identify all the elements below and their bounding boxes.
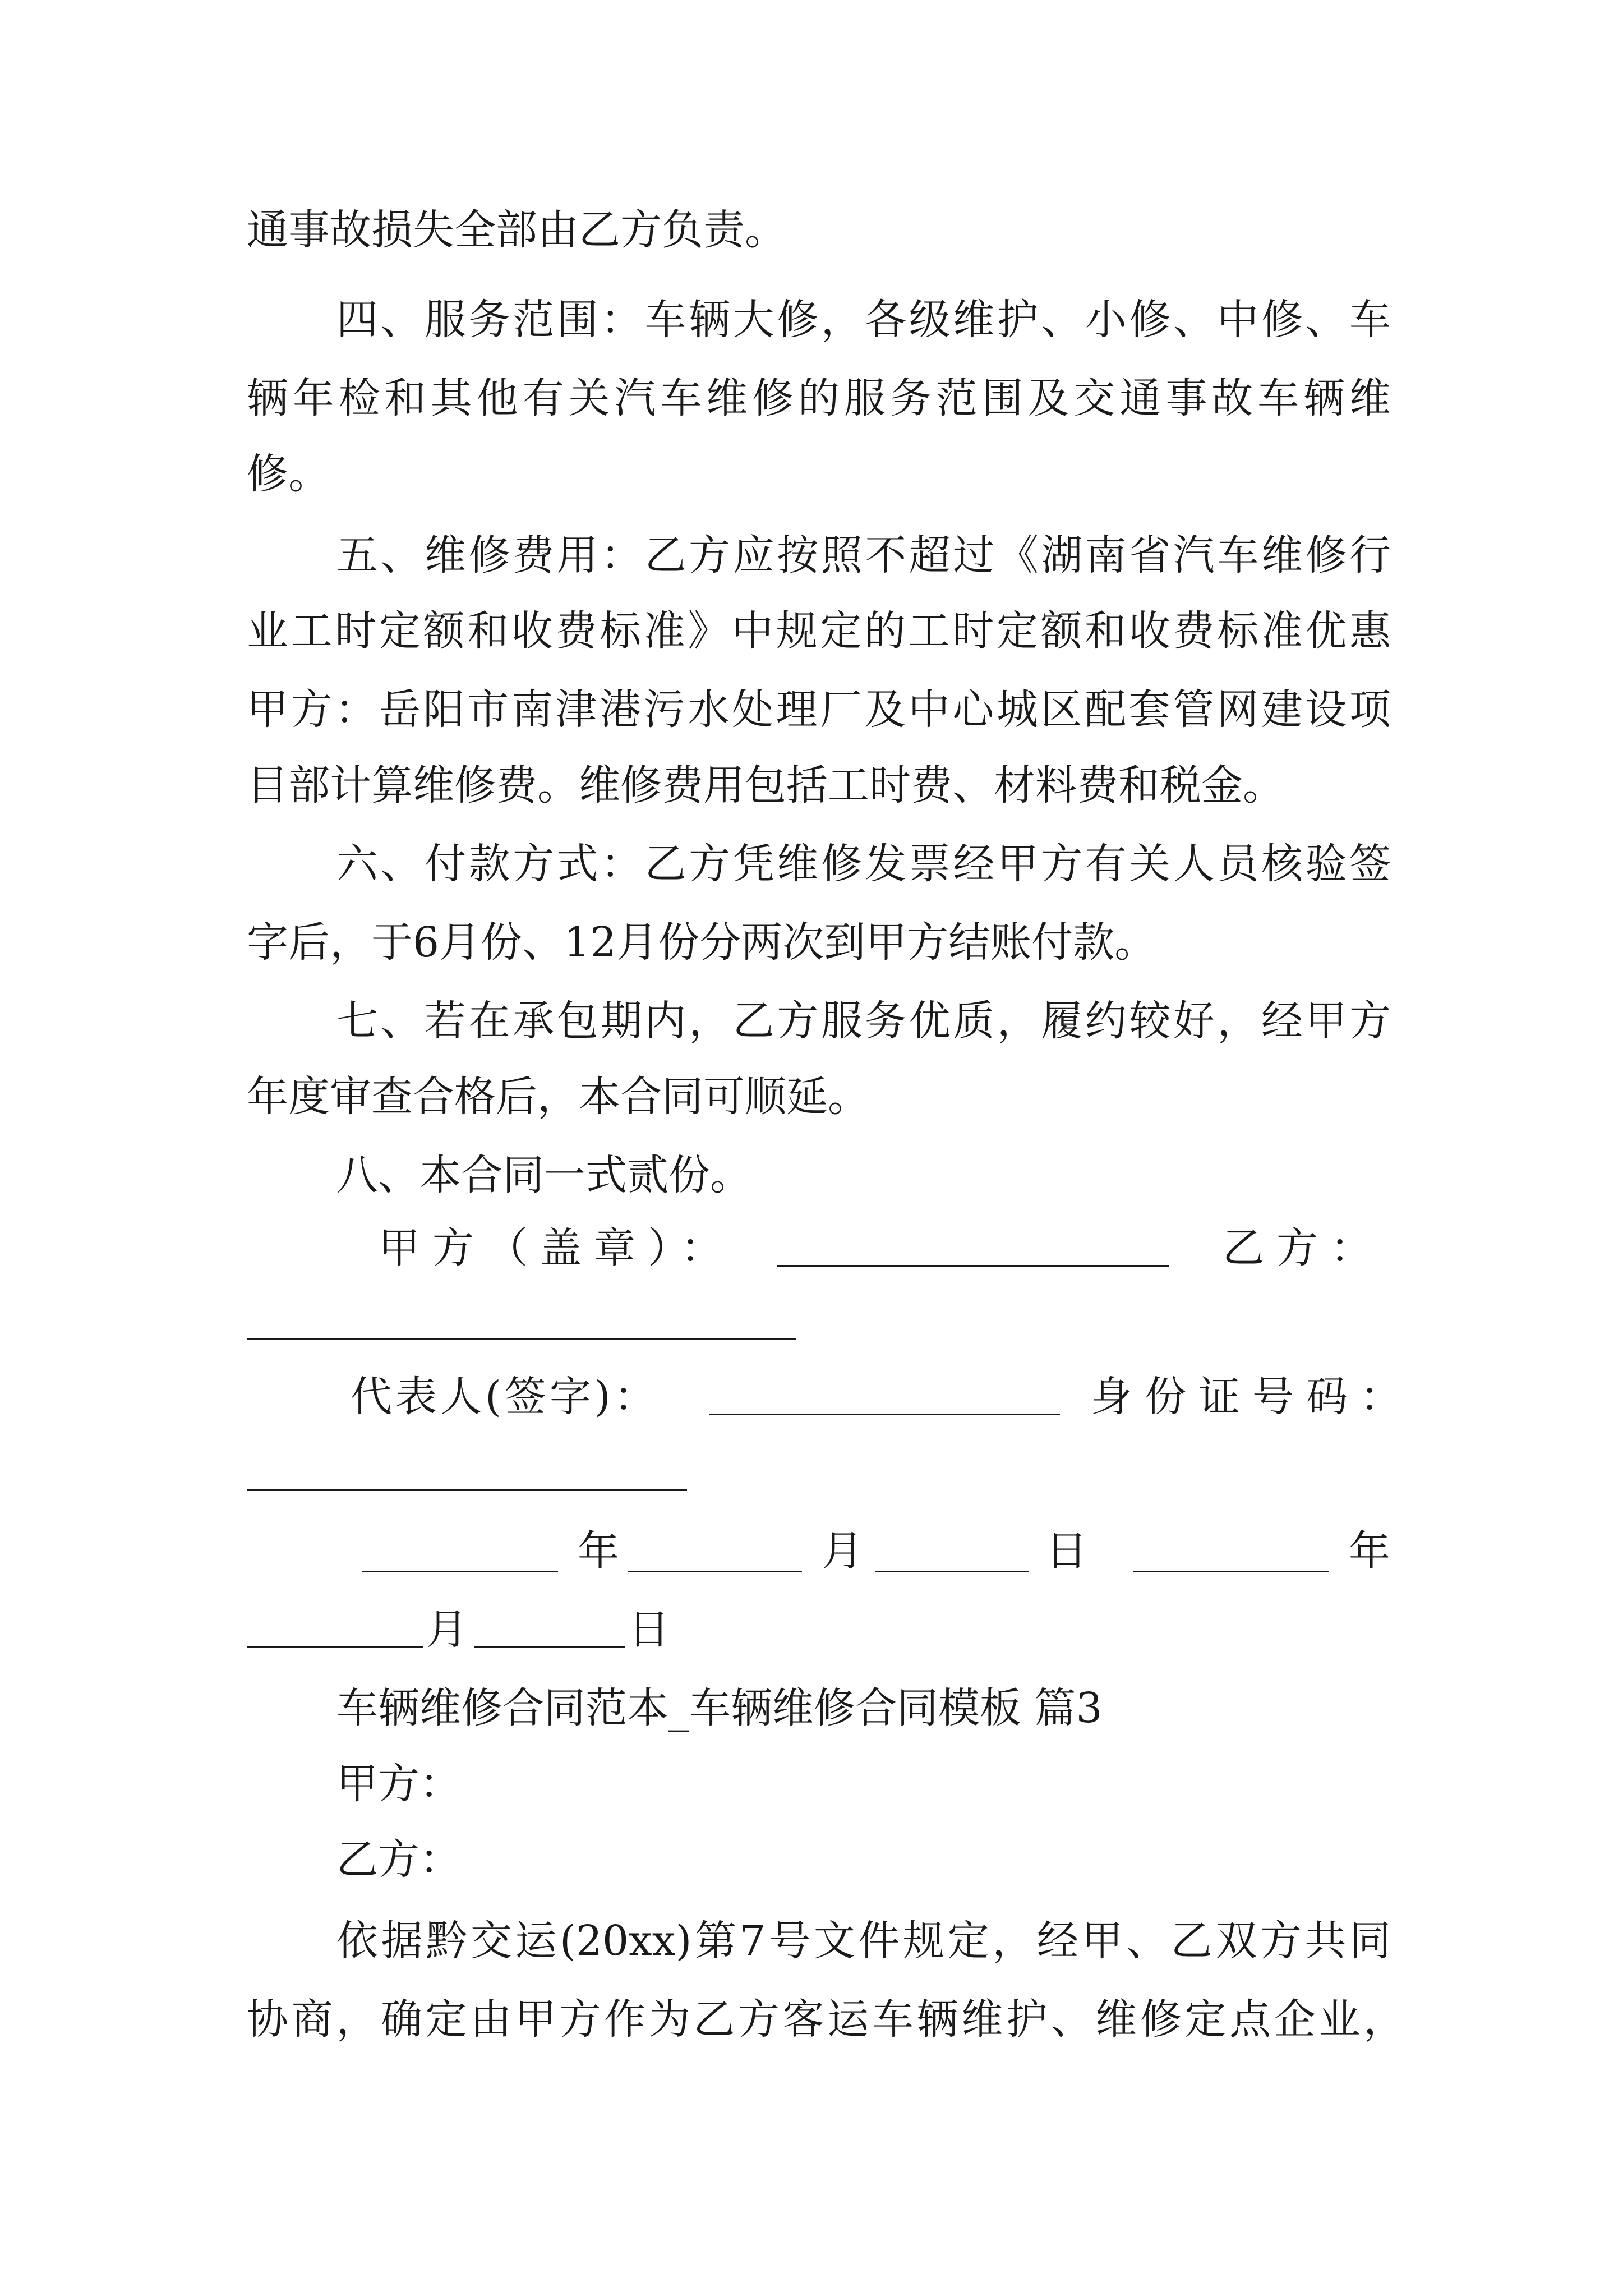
- clause-5-line: 业工时定额和收费标准》中规定的工时定额和收费标准优惠: [247, 607, 1391, 655]
- month-label: 月: [426, 1605, 468, 1654]
- representative-label: 代表人(签字)：: [351, 1373, 659, 1421]
- year-label: 年: [578, 1527, 619, 1575]
- id-number-line: [247, 1489, 687, 1491]
- party-b-line: 乙方：: [336, 1835, 461, 1884]
- clause-8-line: 八、本合同一式贰份。: [336, 1151, 751, 1199]
- clause-4-line: 四、服务范围：车辆大修，各级维护、小修、中修、车: [336, 296, 1391, 344]
- party-b-label: 乙方：: [1223, 1224, 1384, 1272]
- paragraph-line: 协商，确定由甲方作为乙方客运车辆维护、维修定点企业，: [247, 1995, 1405, 2044]
- year-label: 年: [1349, 1527, 1390, 1575]
- clause-5-line: 甲方：岳阳市南津港污水处理厂及中心城区配套管网建设项: [247, 685, 1391, 734]
- party-a-signature-line: [777, 1265, 1169, 1267]
- clause-7-line: 年度审查合格后，本合同可顺延。: [247, 1073, 869, 1121]
- date-month-line: [628, 1571, 802, 1572]
- party-a-line: 甲方：: [336, 1760, 461, 1808]
- date-month-line: [247, 1646, 423, 1648]
- date-day-line: [875, 1571, 1029, 1572]
- date-day-line: [474, 1646, 625, 1648]
- party-b-signature-line: [247, 1338, 796, 1340]
- clause-4-line: 修。: [247, 450, 330, 498]
- clause-5-line: 目部计算维修费。维修费用包括工时费、材料费和税金。: [247, 761, 1284, 809]
- clause-5-line: 五、维修费用：乙方应按照不超过《湖南省汽车维修行: [336, 531, 1391, 579]
- day-label: 日: [1046, 1527, 1087, 1575]
- id-number-label: 身份证号码：: [1091, 1373, 1414, 1421]
- clause-4-line: 辆年检和其他有关汽车维修的服务范围及交通事故车辆维: [247, 374, 1391, 422]
- date-year-line: [362, 1571, 558, 1572]
- representative-signature-line: [709, 1414, 1060, 1415]
- paragraph-line: 通事故损失全部由乙方负责。: [247, 206, 786, 254]
- party-a-seal-label: 甲方（盖章）：: [379, 1224, 735, 1272]
- paragraph-line: 依据黔交运(20xx)第7号文件规定，经甲、乙双方共同: [336, 1917, 1391, 1965]
- month-label: 月: [822, 1527, 863, 1575]
- section-title: 车辆维修合同范本_车辆维修合同模板 篇3: [336, 1684, 1103, 1732]
- clause-6-line: 六、付款方式：乙方凭维修发票经甲方有关人员核验签: [336, 840, 1391, 888]
- day-label: 日: [628, 1605, 670, 1654]
- clause-7-line: 七、若在承包期内，乙方服务优质，履约较好，经甲方: [336, 997, 1391, 1045]
- date-year-line: [1133, 1571, 1329, 1572]
- clause-6-line: 字后，于6月份、12月份分两次到甲方结账付款。: [247, 918, 1156, 967]
